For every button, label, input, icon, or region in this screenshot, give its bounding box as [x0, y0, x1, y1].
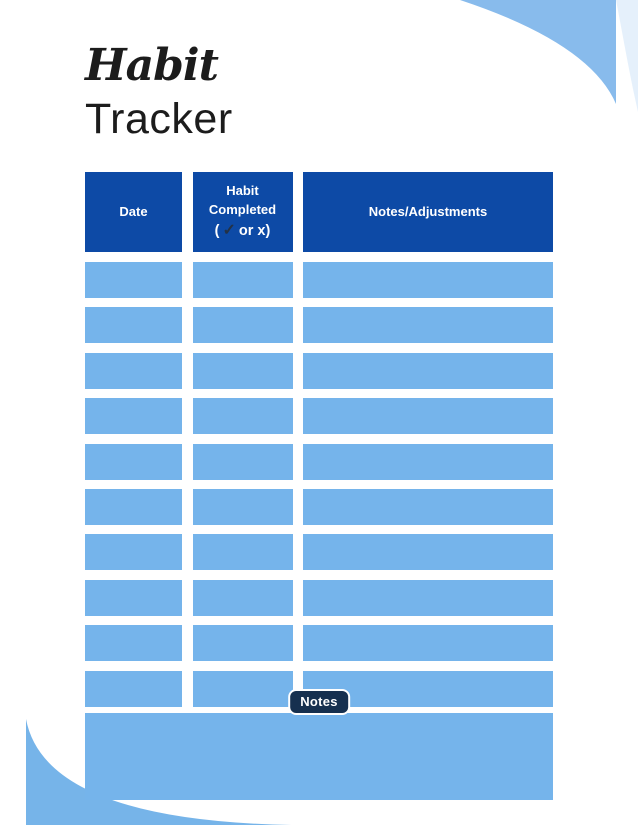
habit-completed-cell[interactable]	[193, 580, 293, 616]
date-cell[interactable]	[85, 671, 182, 707]
page-title-block	[85, 40, 233, 143]
notes-adjustments-header-label: Notes/Adjustments	[368, 204, 488, 220]
table-row	[85, 489, 553, 525]
notes-adjustments-cell[interactable]	[303, 444, 553, 480]
date-cell[interactable]	[85, 398, 182, 434]
date-cell[interactable]	[85, 444, 182, 480]
habit-completed-cell[interactable]	[193, 444, 293, 480]
date-cell[interactable]	[85, 353, 182, 389]
page-title: Tracker	[85, 95, 233, 143]
paren-open: (	[214, 222, 220, 239]
checkmark-icon: ✓	[222, 221, 236, 239]
date-cell[interactable]	[85, 625, 182, 661]
notes-adjustments-cell[interactable]	[303, 398, 553, 434]
notes-adjustments-cell[interactable]	[303, 262, 553, 298]
habit-completed-cell[interactable]	[193, 671, 293, 707]
habit-completed-cell[interactable]	[193, 262, 293, 298]
table-row	[85, 353, 553, 389]
column-header-date	[85, 172, 182, 252]
table-body	[85, 262, 553, 707]
habit-tracker-table	[85, 172, 553, 800]
pale-corner-sliver	[616, 0, 638, 112]
date-cell[interactable]	[85, 262, 182, 298]
table-row	[85, 444, 553, 480]
habit-completed-cell[interactable]	[193, 353, 293, 389]
notes-adjustments-cell[interactable]	[303, 353, 553, 389]
date-cell[interactable]	[85, 580, 182, 616]
date-header-label: Date	[119, 204, 148, 220]
notes-input-area[interactable]	[85, 713, 553, 800]
table-header-row	[85, 172, 553, 252]
habit-completed-cell[interactable]	[193, 398, 293, 434]
column-header-habit-completed	[193, 172, 293, 252]
habit-header-line2: Completed	[208, 202, 277, 217]
habit-completed-cell[interactable]	[193, 307, 293, 343]
habit-completed-cell[interactable]	[193, 489, 293, 525]
notes-badge: Notes	[288, 689, 350, 715]
habit-header-subline	[215, 220, 271, 244]
table-row	[85, 534, 553, 570]
notes-adjustments-cell[interactable]	[303, 534, 553, 570]
date-cell[interactable]	[85, 534, 182, 570]
notes-adjustments-cell[interactable]	[303, 625, 553, 661]
notes-adjustments-cell[interactable]	[303, 489, 553, 525]
column-header-notes-adjustments	[303, 172, 553, 252]
notes-adjustments-cell[interactable]	[303, 580, 553, 616]
top-right-wedge	[460, 0, 616, 104]
table-row	[85, 307, 553, 343]
table-row	[85, 580, 553, 616]
date-cell[interactable]	[85, 307, 182, 343]
title-script: Habit	[85, 40, 218, 91]
table-row	[85, 262, 553, 298]
habit-completed-cell[interactable]	[193, 534, 293, 570]
habit-completed-cell[interactable]	[193, 625, 293, 661]
habit-header-line1: Habit	[226, 182, 259, 198]
table-row	[85, 398, 553, 434]
date-cell[interactable]	[85, 489, 182, 525]
notes-adjustments-cell[interactable]	[303, 307, 553, 343]
table-row	[85, 625, 553, 661]
paren-rest: or x)	[238, 222, 271, 239]
